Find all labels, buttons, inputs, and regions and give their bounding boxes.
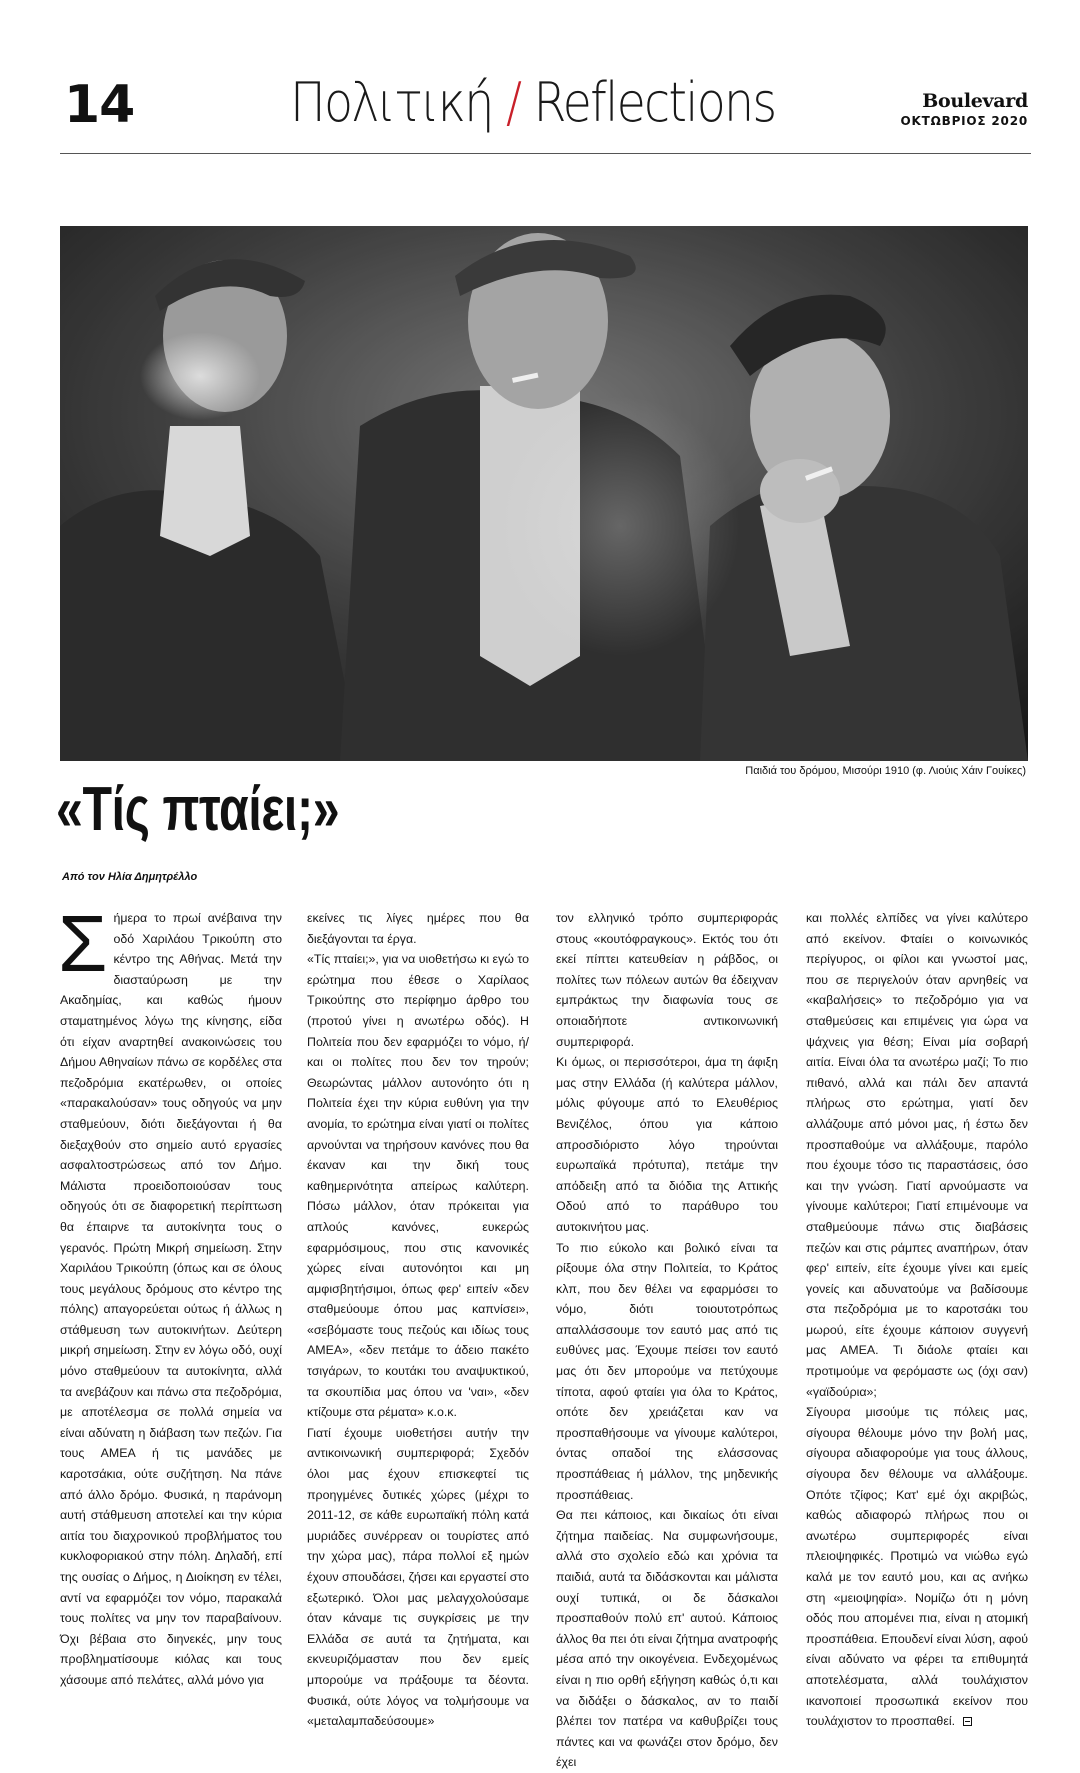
section-title-english: Reflections bbox=[533, 71, 776, 134]
section-title-greek: Πολιτική bbox=[290, 71, 493, 134]
article-photo bbox=[60, 226, 1028, 761]
photo-illustration bbox=[60, 226, 1028, 761]
article-column-1 bbox=[58, 899, 282, 1691]
end-of-article-icon bbox=[963, 1717, 972, 1726]
article-text-col1: ήμερα το πρωί ανέβαινα την οδό Χαριλάου Τρικούπη στο κέντρο της Αθήνας. Μετά την διασταύρωση με την Ακαδημίας, και καθώς ήμουν σταματημένος λόγω της κίνησης, είδα ότι είχαν αναρτηθεί ανακοινώσεις του Δήμου Αθηναίων πάνω σε κορδέλες στα πεζοδρόμια εκατέρωθεν, οι οποίες «παρακαλούσαν» τους οδηγούς να μην σταθμεύουν, διότι διεξάγονται ή θα διεξαχθούν στο σημείο αυτό εργασίες ασφαλτοστρώσεως από τον Δήμο. Μάλιστα προειδοποιούσαν τους οδηγούς ότι σε διαφορετική περίπτωση θα έπαιρνε τα αυτοκίνητα τους ο γερανός. Πρώτη Μικρή σημείωση. Στην Χαριλάου Τρικούπη (όπως και σε όλους τους μεγάλους δρόμους στο κέντρο της πόλης) απαγορεύεται ούτως ή άλλως η στάθμευση των αυτοκινήτων. Δεύτερη μικρή σημείωση. Στην εν λόγω οδό, ουχί μόνο σταθμεύουν τα αυτοκίνητα, αλλά τα ανεβάζουν και πάνω στα πεζοδρόμια, με αποτέλεσμα σε πολλά σημεία να είναι αδύνατη η διάβαση των πεζών. Για τους ΑΜΕΑ ή τις μανάδες με καροτσάκια, ούτε συζήτηση. Να πάνε από άλλο δρόμο. Φυσικά, η παράνομη αυτή στάθμευση αποτελεί και την κύρια αιτία του διαχρονικού προβλήματος του κυκλοφοριακού στην πόλη. Δηλαδή, επί της ουσίας ο Δήμος, η Διοίκηση εν τέλει, αντί να εφαρμόζει τον νόμο, παρακαλά τους πολίτες να μην τον παραβαίνουν. Όχι βέβαια στο διηνεκές, μην τους προβληματίσουμε κιόλας και τους χάσουμε από πελάτες, αλλά μόνο για bbox=[60, 911, 282, 1687]
article-column-2 bbox=[307, 908, 529, 1732]
article-column-3 bbox=[556, 908, 778, 1773]
header-divider bbox=[60, 153, 1031, 154]
article-text-col3: τον ελληνικό τρόπο συμπεριφοράς στους «κουτόφραγκους». Εκτός του ότι εκεί πίπτει κατευθείαν η ράβδος, οι πολίτες των πόλεων αυτών θα έδειχναν εμπράκτως την διαφωνία τους σε οποιαδήποτε αντικοινωνική συμπεριφορά. Κι όμως, οι περισσότεροι, άμα τη άφιξη μας στην Ελλάδα (ή καλύτερα μάλλον, μόλις φύγουμε από το Ελευθέριος Βενιζέλος, όπου για κάποιο απροσδιόριστο λόγο τηρούνται ευρωπαϊκά πρότυπα), πετάμε την απόδειξη από τα διόδια της Αττικής Οδού από το παράθυρο του αυτοκινήτου μας. Το πιο εύκολο και βολικό είναι τα ρίξουμε όλα στην Πολιτεία, το Κράτος κλπ, που δεν θέλει να εφαρμόσει το νόμο, διότι τοιουτοτρόπως απαλλάσσουμε τον εαυτό μας από τις ευθύνες μας. Έχουμε πείσει τον εαυτό μας ότι δεν μπορούμε να πετύχουμε τίποτα, αφού φταίει για όλα το Κράτος, οπότε δεν χρειάζεται καν να προσπαθήσουμε να γίνουμε καλύτεροι, όντας οπαδοί της ελάσσονας προσπάθειας ή μάλλον, της μηδενικής προσπάθειας. Θα πει κάποιος, και δικαίως ότι είναι ζήτημα παιδείας. Να συμφωνήσουμε, αλλά στο σχολείο εδώ και χρόνια τα παιδιά, αυτά τα διδάσκονται και μάλιστα ουχί τυπικά, οι δε δάσκαλοι προσπαθούν πολύ επ' αυτού. Κάποιος άλλος θα πει ότι είναι ζήτημα ανατροφής μέσα από την οικογένεια. Ενδεχομένως είναι η πιο ορθή εξήγηση καθώς ό,τι και να διδάξει ο δάσκαλος, αν το παιδί βλέπει τον πατέρα να καθυβρίζει τους πάντες και να φωνάζει στον δρόμο, δεν έχει bbox=[556, 911, 778, 1770]
article-column-4 bbox=[806, 908, 1028, 1732]
photo-caption: Παιδιά του δρόμου, Μισούρι 1910 (φ. Λιούις Χάιν Γουίκες) bbox=[745, 765, 1026, 777]
page-number: 14 bbox=[64, 75, 135, 135]
drop-cap: Σ bbox=[58, 899, 108, 988]
page-header bbox=[0, 0, 1080, 160]
article-headline: «Τίς πταίει;» bbox=[56, 775, 340, 844]
publication-masthead bbox=[901, 90, 1028, 130]
publication-name: Boulevard bbox=[922, 90, 1028, 112]
article-text-col2: εκείνες τις λίγες ημέρες που θα διεξάγονται τα έργα. «Τίς πταίει;», για να υιοθετήσω κι εγώ το ερώτημα που έθεσε ο Χαρίλαος Τρικούπης στο περίφημο άρθρο του (προτού γίνει η ανωτέρω οδός). Η Πολιτεία που δεν εφαρμόζει το νόμο, ή/και οι πολίτες που δεν τον τηρούν; Θεωρώντας μάλλον αυτονόητο ότι η Πολιτεία έχει την κύρια ευθύνη για την ανομία, το ερώτημα είναι γιατί οι πολίτες αρνούνται να τηρήσουν κανόνες που θα έκαναν και την δική τους καθημερινότητα απείρως καλύτερη. Πόσω μάλλον, όταν πρόκειται για απλούς κανόνες, ευκερώς εφαρμόσιμους, που στις κανονικές χώρες είναι αυτονόητοι και μη αμφισβητήσιμοι, όπως φερ' ειπείν «δεν σταθμεύουμε όπου μας καπνίσει», «σεβόμαστε τους πεζούς και ιδίως τους ΑΜΕΑ», «δεν πετάμε το άδειο πακέτο τσιγάρων, το κουτάκι του αναψυκτικού, τα σκουπίδια μας όπου να 'ναι», «δεν κτίζουμε στα ρέματα» κ.ο.κ. Γιατί έχουμε υιοθετήσει αυτήν την αντικοινωνική συμπεριφορά; Σχεδόν όλοι μας έχουν επισκεφτεί τις προηγμένες δυτικές χώρες (μέχρι το 2011-12, σε κάθε ευρωπαϊκή πόλη κατά μυριάδες συνέρρεαν οι τουρίστες από την χώρα μας), πάρα πολλοί εξ ημών έχουν σπουδάσει, ζήσει και εργαστεί στο εξωτερικό. Όλοι μας μελαγχολούσαμε όταν κάναμε τις συγκρίσεις με την Ελλάδα σε αυτά τα ζητήματα, και εκνευριζόμασταν που δεν εμείς μπορούμε να πράξουμε τα δέοντα. Φυσικά, ούτε λόγος να τολμήσουμε να «μεταλαμπαδεύσουμε» bbox=[307, 911, 529, 1729]
section-title bbox=[290, 68, 776, 138]
section-title-separator: / bbox=[505, 71, 521, 134]
article-text-col4: και πολλές ελπίδες να γίνει καλύτερο από εκείνον. Φταίει ο κοινωνικός περίγυρος, οι φίλοι και γνωστοί μας, που σε περιγελούν όταν αρνηθείς να «καβαλήσεις» το πεζοδρόμιο για να σταθμεύσεις και επιμένεις για ώρα να ψάχνεις για θέση; Είναι μία σοβαρή αιτία. Είναι όλα τα ανωτέρω μαζί; Το πιο πιθανό, αλλά και πάλι δεν απαντά πλήρως στο ερώτημα, γιατί δεν αλλάζουμε από μόνοι μας, ή έστω δεν προσπαθούμε να αλλάξουμε, παρόλο που έχουμε τόσο τις παραστάσεις, όσο και την γνώση. Γιατί αρνούμαστε να γίνουμε καλύτεροι; Γιατί επιμένουμε να σταθμεύουμε πάνω στις διαβάσεις πεζών και στις ράμπες αναπήρων, όταν φερ' ειπείν, είτε έχουμε γίνει και εμείς γονείς και αδυνατούμε να βαδίσουμε στα πεζοδρόμια με το καροτσάκι του μωρού, είτε έχουμε κάποιον συγγενή μας ΑΜΕΑ. Τι διάολε φταίει και προτιμούμε να φερόμαστε ως (όχι σαν) «γαϊδούρια»; Σίγουρα μισούμε τις πόλεις μας, σίγουρα θέλουμε μόνο την βολή μας, σίγουρα αδιαφορούμε για τους άλλους, σίγουρα δεν θέλουμε να αλλάξουμε. Οπότε τζίφος; Κατ' εμέ όχι ακριβώς, καθώς αδιαφορώ πλήρως που οι ανωτέρω συμπεριφορές είναι πλειοψηφικές. Προτιμώ να νιώθω εγώ καλά με τον εαυτό μου, και ας ανήκω στη «μειοψηφία». Νομίζω ότι η μόνη οδός που απομένει πια, είναι η ατομική προσπάθεια. Επουδενί είναι λύση, αφού είναι αδύνατο να φέρει τα επιθυμητά αποτελέσματα, αλλά τουλάχιστον ικανοποιεί προσωπικά εκείνον που τουλάχιστον το προσπαθεί. bbox=[806, 911, 1028, 1729]
article-byline: Από τον Ηλία Δημητρέλλο bbox=[62, 871, 198, 883]
issue-date: ΟΚΤΩΒΡΙΟΣ 2020 bbox=[900, 114, 1028, 128]
